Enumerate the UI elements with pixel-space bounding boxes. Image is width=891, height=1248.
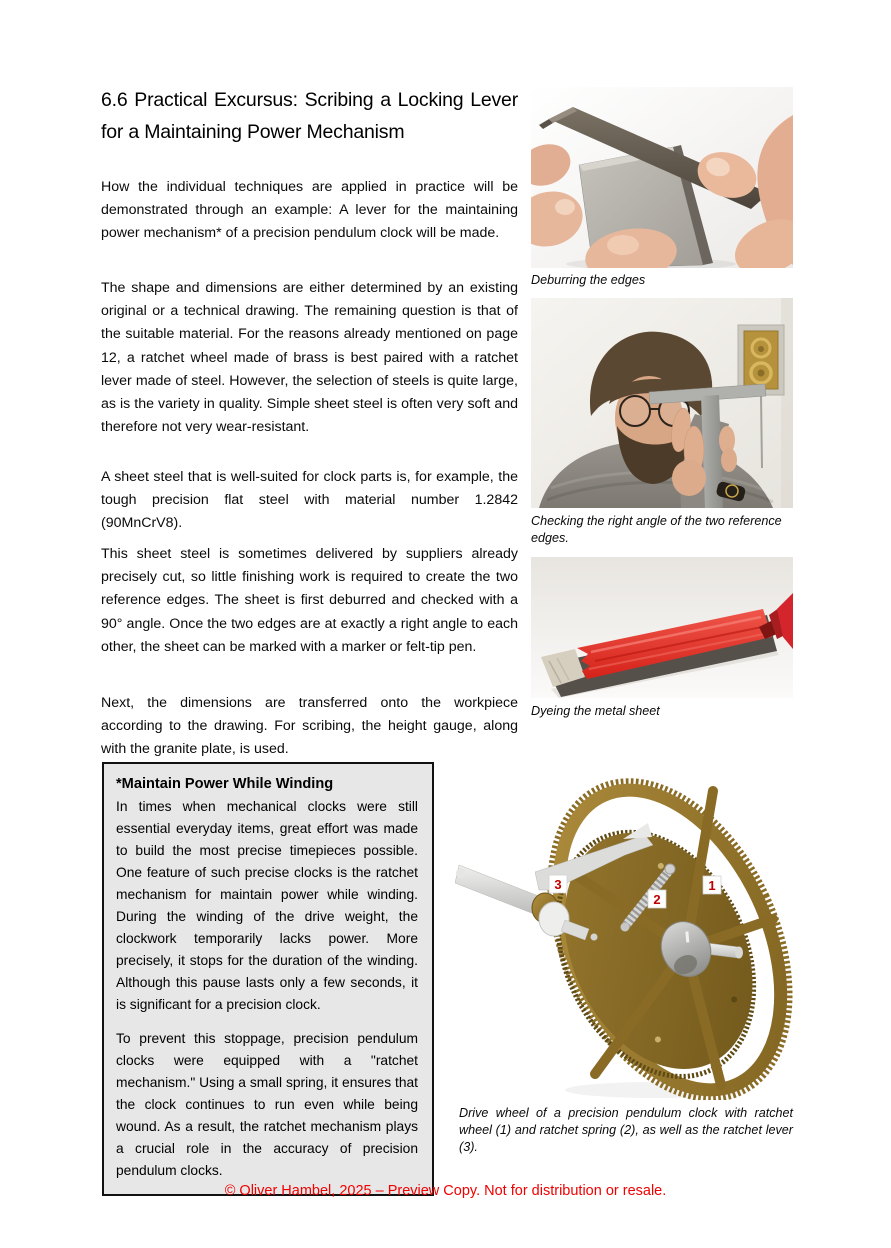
body-paragraph: How the individual techniques are applied in practice will be demonstrated through an example: A lever for the maintaining power mechanism* of a precision pendulum clock will be made. bbox=[101, 179, 518, 242]
copyright-notice: © Oliver Hambel, 2025 – Preview Copy. Not for distribution or resale. bbox=[224, 1183, 667, 1199]
note-box-paragraph: To prevent this stoppage, precision pendulum clocks were equipped with a "ratchet mechanism." Using a small spring, it ensures that the clock continues to run even while being wound. As a result, the ratchet mechanism plays a crucial role in the accuracy of precision pendulum clocks. bbox=[116, 1031, 418, 1178]
body-paragraph: This sheet steel is sometimes delivered by suppliers already precisely cut, so little finishing work is required to create the two reference edges. The sheet is first deburred and checked with a 90° angle. Once the two edges are at exactly a right angle to each other, the sheet can be marked with a marker or felt-tip pen. bbox=[101, 546, 518, 655]
photo-deburring bbox=[531, 87, 793, 268]
sidebar-note-box bbox=[102, 762, 434, 1196]
gear-wheel bbox=[501, 777, 800, 1100]
body-paragraph: Next, the dimensions are transferred onto the workpiece according to the drawing. For scribing, the height gauge, along with the granite plate, is used. bbox=[101, 695, 518, 758]
label-2-text: 2 bbox=[653, 892, 661, 907]
label-3-text: 3 bbox=[554, 877, 562, 892]
figure-drive-wheel bbox=[455, 777, 800, 1100]
angle-check-photo-illustration bbox=[531, 298, 793, 508]
photo-angle-check bbox=[531, 298, 793, 508]
caption-drive-wheel: Drive wheel of a precision pendulum clock with ratchet wheel (1) and ratchet spring (2), as well as the ratchet lever (3). bbox=[459, 1106, 793, 1154]
label-1-text: 1 bbox=[708, 878, 716, 893]
diagram-label-3 bbox=[549, 875, 567, 893]
diagram-label-1 bbox=[703, 876, 721, 894]
caption-angle-check: Checking the right angle of the two reference edges. bbox=[531, 514, 782, 545]
drive-wheel-illustration bbox=[455, 777, 800, 1100]
photo-dyeing bbox=[531, 557, 793, 698]
body-paragraph: A sheet steel that is well-suited for clock parts is, for example, the tough precision flat steel with material number 1.2842 (90MnCrV8). bbox=[101, 469, 518, 532]
note-box-paragraph: In times when mechanical clocks were still essential everyday items, great effort was made to build the most precise timepieces possible. One feature of such precise clocks is the ratchet mechanism for maintain power while winding. During the winding of the drive weight, the clockwork temporarily lacks power. More precisely, it stops for the duration of the winding. Although this pause lasts only a few seconds, it is significant for a precision clock. bbox=[116, 799, 418, 1012]
note-box-heading: *Maintain Power While Winding bbox=[116, 776, 334, 792]
dyeing-photo-illustration bbox=[531, 557, 793, 698]
caption-deburring: Deburring the edges bbox=[531, 273, 646, 287]
diagram-label-2 bbox=[648, 890, 666, 908]
body-paragraph: The shape and dimensions are either determined by an existing original or a technical drawing. The remaining question is that of the suitable material. For the reasons already mentioned on page 12, a ratchet wheel made of brass is best paired with a ratchet lever made of steel. However, the selection of steels is quite large, as is the variety in quality. Simple sheet steel is often very soft and therefore not very wear-resistant. bbox=[101, 280, 518, 436]
page-title: 6.6 Practical Excursus: Scribing a Locking Lever for a Maintaining Power Mechanism bbox=[101, 89, 518, 143]
deburring-photo-illustration bbox=[531, 87, 793, 268]
caption-dyeing: Dyeing the metal sheet bbox=[531, 704, 660, 718]
